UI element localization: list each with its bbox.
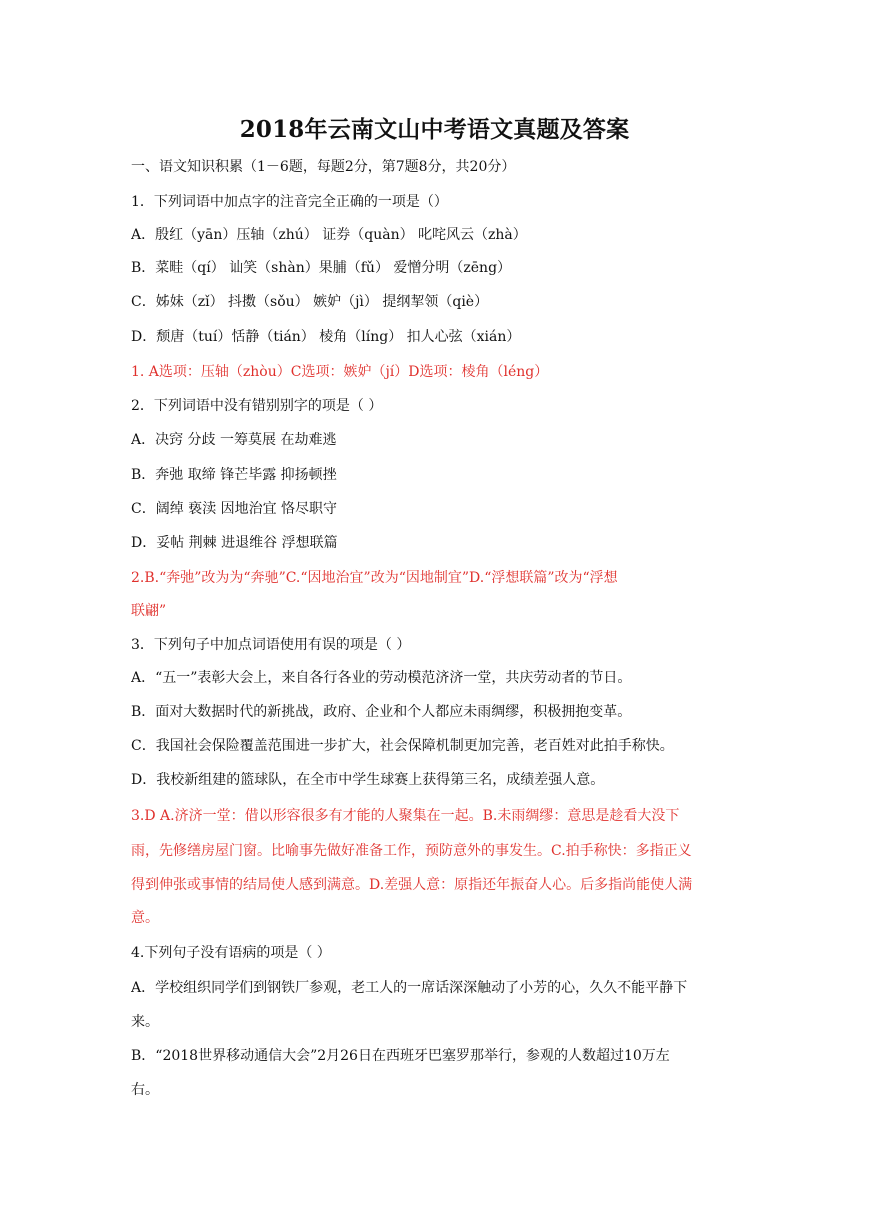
q4-stem: 4.下列句子没有语病的项是（ ） <box>131 945 331 961</box>
q3-answer-line-1: 3.D A.济济一堂：借以形容很多有才能的人聚集在一起。B.未雨绸缪：意思是趁看大没下 <box>131 808 680 824</box>
q3-answer-line-3: 得到伸张或事情的结局使人感到满意。D.差强人意：原指还年振奋人心。后多指尚能使人满 <box>131 877 693 893</box>
q1-option-a: A．殷红（yān）压轴（zhú） 证券（quàn） 叱咤风云（zhà） <box>131 227 527 243</box>
q2-answer-line-1: 2.B.“奔弛”改为为“奔驰”C.“因地治宜”改为“因地制宜”D.“浮想联篇”改为“浮想 <box>131 570 618 586</box>
q3-answer-line-2: 雨，先修缮房屋门窗。比喻事先做好准备工作，预防意外的事发生。C.拍手称快：多指正义 <box>131 843 692 859</box>
section-heading: 一、语文知识积累（1－6题，每题2分，第7题8分，共20分） <box>131 159 516 175</box>
q3-option-a: A．“五一”表彰大会上，来自各行各业的劳动模范济济一堂，共庆劳动者的节日。 <box>131 670 632 686</box>
q2-option-a: A．决窍 分歧 一筹莫展 在劫难逃 <box>131 432 337 448</box>
q3-answer-line-4: 意。 <box>131 910 159 926</box>
q2-answer-line-2: 联翩” <box>131 603 167 619</box>
q2-option-b: B．奔弛 取缔 锋芒毕露 抑扬顿挫 <box>131 467 337 483</box>
q2-stem: 2．下列词语中没有错别别字的项是（ ） <box>131 398 383 414</box>
q4-option-a-line-1: A．学校组织同学们到钢铁厂参观，老工人的一席话深深触动了小芳的心，久久不能平静下 <box>131 980 688 996</box>
q3-stem: 3．下列句子中加点词语使用有误的项是（ ） <box>131 637 411 653</box>
q4-option-b-line-2: 右。 <box>131 1082 159 1098</box>
q3-option-c: C．我国社会保险覆盖范围进一步扩大，社会保障机制更加完善，老百姓对此拍手称快。 <box>131 738 674 754</box>
q1-answer: 1. A选项：压轴（zhòu）C选项：嫉妒（jí）D选项：棱角（léng） <box>131 364 549 380</box>
q1-stem: 1．下列词语中加点字的注音完全正确的一项是（） <box>131 194 448 210</box>
q4-option-a-line-2: 来。 <box>131 1014 159 1030</box>
q3-option-d: D．我校新组建的篮球队，在全市中学生球赛上获得第三名，成绩差强人意。 <box>131 772 605 788</box>
q3-option-b: B．面对大数据时代的新挑战，政府、企业和个人都应未雨绸缪，积极拥抱变革。 <box>131 704 632 720</box>
q2-option-c: C．阔绰 亵渎 因地治宜 恪尽职守 <box>131 501 338 517</box>
document-title: 2018年云南文山中考语文真题及答案 <box>239 116 630 143</box>
q1-option-c: C．姊妹（zǐ） 抖擞（sǒu） 嫉妒（jì） 提纲挈领（qiè） <box>131 294 489 310</box>
q1-option-b: B．菜畦（qí） 讪笑（shàn）果脯（fǔ） 爱憎分明（zēng） <box>131 260 512 276</box>
q2-option-d: D．妥帖 荆棘 进退维谷 浮想联篇 <box>131 535 338 551</box>
q4-option-b-line-1: B．“2018世界移动通信大会”2月26日在西班牙巴塞罗那举行，参观的人数超过10万左 <box>131 1048 670 1064</box>
q1-option-d: D．颓唐（tuí）恬静（tián） 棱角（líng） 扣人心弦（xián） <box>131 329 521 345</box>
